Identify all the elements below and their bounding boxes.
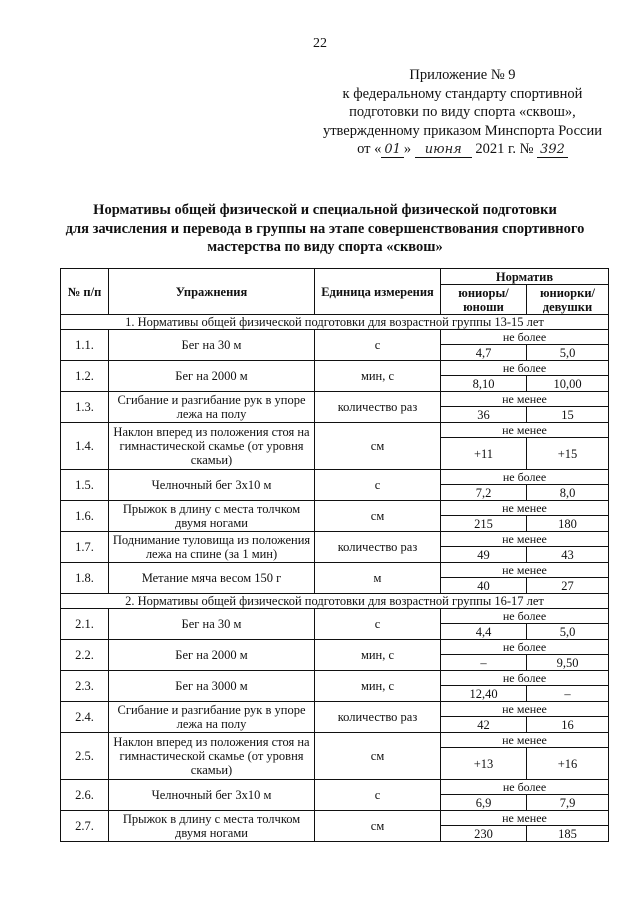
row-number: 2.4. [61, 702, 109, 733]
row-number: 2.6. [61, 780, 109, 811]
value-girls: 43 [527, 547, 609, 563]
unit: см [315, 811, 441, 842]
exercise-name: Бег на 30 м [109, 609, 315, 640]
title-line-2: для зачисления и перевода в группы на этапе совершенствования спортивного [65, 220, 585, 237]
row-number: 1.1. [61, 330, 109, 361]
value-girls: 9,50 [527, 655, 609, 671]
norm-condition: не более [441, 609, 609, 624]
exercise-name: Бег на 3000 м [109, 671, 315, 702]
table-row [61, 392, 609, 407]
norms-table [60, 268, 609, 842]
table-row [61, 702, 609, 717]
row-number: 2.3. [61, 671, 109, 702]
header-norm: Норматив [441, 269, 609, 285]
norm-condition: не менее [441, 532, 609, 547]
row-number: 2.5. [61, 733, 109, 780]
row-number: 1.7. [61, 532, 109, 563]
unit: см [315, 733, 441, 780]
order-date-line [323, 140, 602, 160]
unit: с [315, 780, 441, 811]
exercise-name: Метание мяча весом 150 г [109, 563, 315, 594]
title-line-1: Нормативы общей физической и специальной физической подготовки [93, 202, 557, 218]
value-girls: 7,9 [527, 795, 609, 811]
value-boys: 40 [441, 578, 527, 594]
norm-condition: не менее [441, 563, 609, 578]
unit: с [315, 470, 441, 501]
exercise-name: Бег на 30 м [109, 330, 315, 361]
exercise-name: Челночный бег 3х10 м [109, 470, 315, 501]
exercise-name: Наклон вперед из положения стоя на гимнастической скамье (от уровня скамьи) [109, 423, 315, 470]
unit: количество раз [315, 532, 441, 563]
unit: количество раз [315, 392, 441, 423]
order-number: 392 [537, 142, 568, 158]
table-row [61, 361, 609, 376]
order-month: июня [415, 142, 472, 158]
header-girls: юниорки/ девушки [527, 285, 609, 315]
norm-condition: не менее [441, 392, 609, 407]
document-title [40, 201, 610, 257]
value-girls: 180 [527, 516, 609, 532]
table-row [61, 640, 609, 655]
row-number: 1.5. [61, 470, 109, 501]
row-number: 1.6. [61, 501, 109, 532]
norm-condition: не менее [441, 423, 609, 438]
value-girls: +16 [527, 748, 609, 780]
appendix-line-2: к федеральному стандарту спортивной [342, 85, 583, 102]
value-boys: – [441, 655, 527, 671]
row-number: 1.2. [61, 361, 109, 392]
norm-condition: не менее [441, 811, 609, 826]
value-girls: 27 [527, 578, 609, 594]
norm-condition: не более [441, 470, 609, 485]
exercise-name: Наклон вперед из положения стоя на гимнастической скамье (от уровня скамьи) [109, 733, 315, 780]
appendix-line-3: подготовки по виду спорта «сквош», [349, 104, 576, 120]
row-number: 1.4. [61, 423, 109, 470]
date-prefix: от « [357, 141, 382, 157]
value-girls: 185 [527, 826, 609, 842]
appendix-line-4: утвержденному приказом Минспорта России [322, 122, 602, 139]
unit: с [315, 330, 441, 361]
norm-condition: не менее [441, 733, 609, 748]
norm-condition: не менее [441, 501, 609, 516]
order-year: 2021 г. № [475, 141, 534, 157]
date-mid: » [403, 141, 412, 157]
value-boys: 7,2 [441, 485, 527, 501]
value-boys: 8,10 [441, 376, 527, 392]
unit: см [315, 423, 441, 470]
header-exercise: Упражнения [109, 269, 315, 315]
norm-condition: не более [441, 640, 609, 655]
table-row [61, 470, 609, 485]
value-boys: 4,4 [441, 624, 527, 640]
norms-body [61, 315, 609, 842]
norm-condition: не более [441, 330, 609, 345]
row-number: 2.2. [61, 640, 109, 671]
value-boys: +11 [441, 438, 527, 470]
page-number: 22 [313, 36, 327, 51]
title-line-3: мастерства по виду спорта «сквош» [207, 239, 443, 255]
table-row [61, 609, 609, 624]
norm-condition: не более [441, 671, 609, 686]
table-row [61, 423, 609, 438]
section-title: 2. Нормативы общей физической подготовки для возрастной группы 16-17 лет [61, 594, 609, 609]
value-girls: 5,0 [527, 345, 609, 361]
table-row [61, 780, 609, 795]
header-unit: Единица измерения [315, 269, 441, 315]
exercise-name: Прыжок в длину с места толчком двумя ногами [109, 501, 315, 532]
value-boys: 6,9 [441, 795, 527, 811]
exercise-name: Поднимание туловища из положения лежа на спине (за 1 мин) [109, 532, 315, 563]
table-row [61, 563, 609, 578]
exercise-name: Сгибание и разгибание рук в упоре лежа на полу [109, 702, 315, 733]
value-girls: – [527, 686, 609, 702]
value-girls: 16 [527, 717, 609, 733]
value-boys: 36 [441, 407, 527, 423]
unit: количество раз [315, 702, 441, 733]
norm-condition: не более [441, 361, 609, 376]
value-girls: 8,0 [527, 485, 609, 501]
norm-condition: не менее [441, 702, 609, 717]
exercise-name: Челночный бег 3х10 м [109, 780, 315, 811]
order-day: 01 [381, 142, 404, 158]
appendix-line-1: Приложение № 9 [409, 67, 516, 83]
row-number: 2.1. [61, 609, 109, 640]
row-number: 1.8. [61, 563, 109, 594]
header-boys: юниоры/ юноши [441, 285, 527, 315]
value-girls: +15 [527, 438, 609, 470]
unit: с [315, 609, 441, 640]
table-row [61, 671, 609, 686]
row-number: 1.3. [61, 392, 109, 423]
value-boys: 42 [441, 717, 527, 733]
value-boys: 4,7 [441, 345, 527, 361]
value-girls: 10,00 [527, 376, 609, 392]
value-girls: 5,0 [527, 624, 609, 640]
table-row [61, 733, 609, 748]
value-boys: +13 [441, 748, 527, 780]
table-row [61, 330, 609, 345]
table-row [61, 501, 609, 516]
exercise-name: Бег на 2000 м [109, 640, 315, 671]
value-girls: 15 [527, 407, 609, 423]
norm-condition: не более [441, 780, 609, 795]
appendix-block [323, 66, 602, 160]
header-num: № п/п [61, 269, 109, 315]
row-number: 2.7. [61, 811, 109, 842]
table-row [61, 532, 609, 547]
unit: мин, с [315, 671, 441, 702]
unit: см [315, 501, 441, 532]
table-row [61, 811, 609, 826]
value-boys: 12,40 [441, 686, 527, 702]
value-boys: 230 [441, 826, 527, 842]
section-title: 1. Нормативы общей физической подготовки для возрастной группы 13-15 лет [61, 315, 609, 330]
exercise-name: Сгибание и разгибание рук в упоре лежа на полу [109, 392, 315, 423]
unit: м [315, 563, 441, 594]
value-boys: 215 [441, 516, 527, 532]
exercise-name: Прыжок в длину с места толчком двумя ногами [109, 811, 315, 842]
exercise-name: Бег на 2000 м [109, 361, 315, 392]
unit: мин, с [315, 640, 441, 671]
value-boys: 49 [441, 547, 527, 563]
unit: мин, с [315, 361, 441, 392]
